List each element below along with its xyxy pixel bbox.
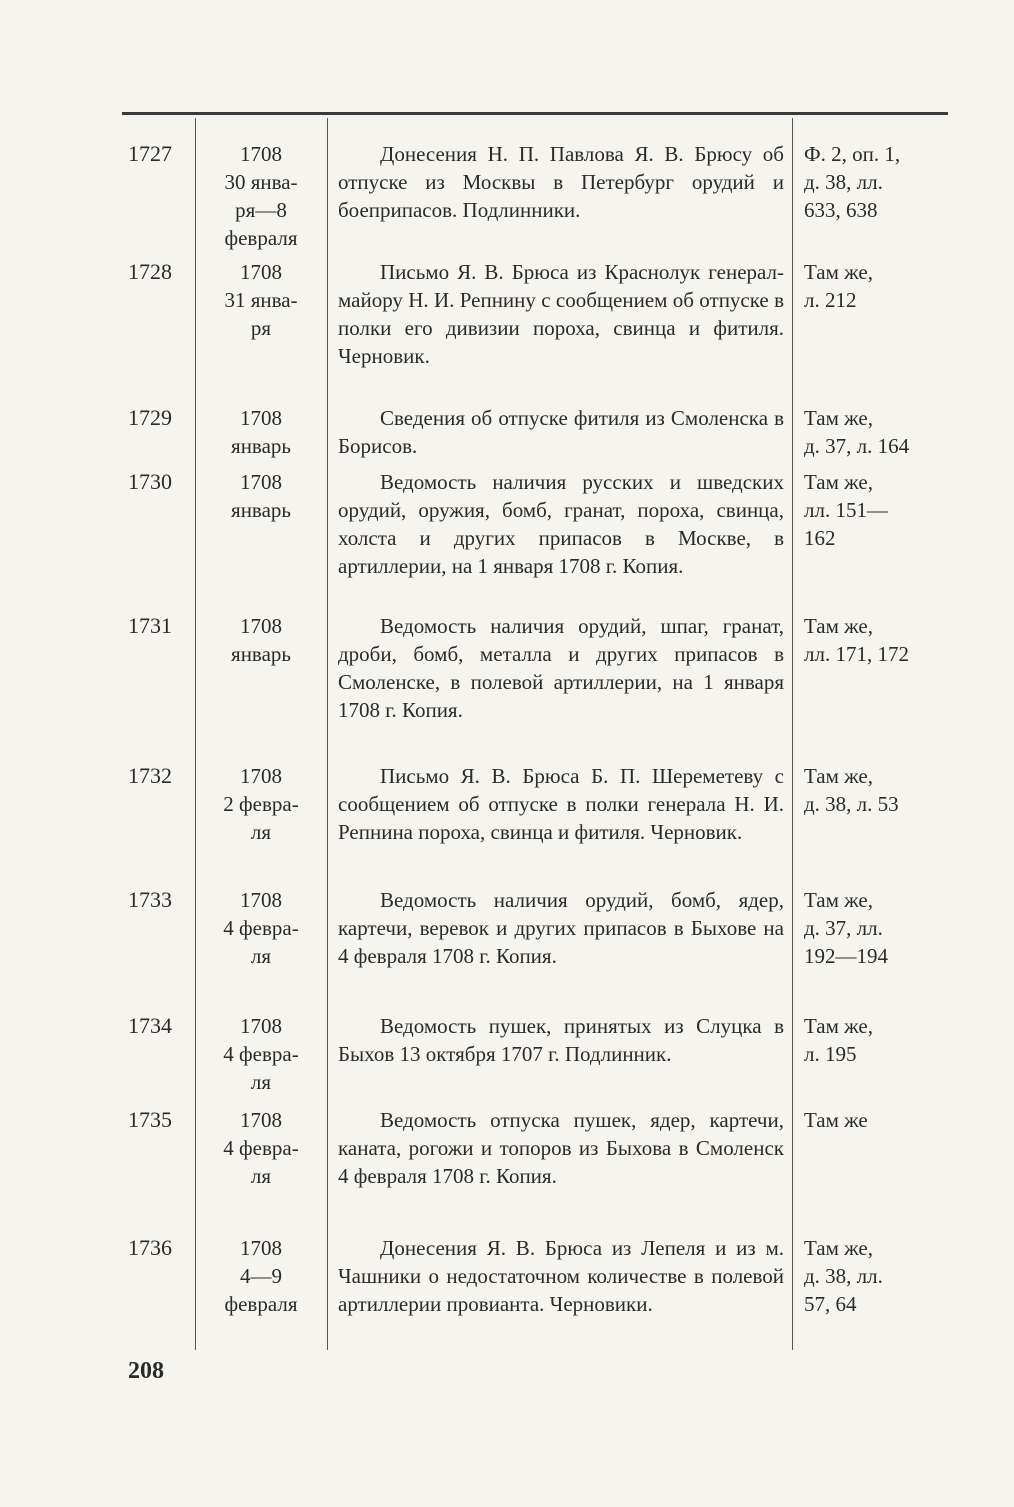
- entry-date: [198, 140, 324, 252]
- entry-archive-ref: [804, 140, 954, 224]
- entry-number: 1728: [128, 259, 172, 284]
- ref-line: л. 195: [804, 1042, 857, 1066]
- date-line: 1708: [240, 1108, 282, 1132]
- entry-archive-ref: [804, 612, 954, 668]
- ref-line: д. 38, л. 53: [804, 792, 899, 816]
- date-line: 31 янва-: [224, 288, 298, 312]
- entry-number: 1735: [128, 1107, 172, 1132]
- ref-line: Там же,: [804, 764, 873, 788]
- date-line: 4 февра-: [223, 916, 299, 940]
- entry-archive-ref: [804, 1012, 954, 1068]
- date-line: 1708: [240, 406, 282, 430]
- entry-archive-ref: [804, 762, 954, 818]
- entry-archive-ref: [804, 404, 954, 460]
- entry-archive-ref: [804, 258, 954, 314]
- entry-number: 1734: [128, 1013, 172, 1038]
- date-line: январь: [231, 498, 291, 522]
- date-line: февраля: [224, 226, 298, 250]
- entry-date: [198, 1106, 324, 1190]
- ref-line: д. 38, лл.: [804, 170, 883, 194]
- date-line: январь: [231, 642, 291, 666]
- ref-line: 57, 64: [804, 1292, 857, 1316]
- entry-description: Сведения об отпуске фитиля из Смоленска в Борисов.: [338, 406, 784, 458]
- entry-date: [198, 886, 324, 970]
- entry-number: 1733: [128, 887, 172, 912]
- date-line: 1708: [240, 260, 282, 284]
- date-line: 1708: [240, 142, 282, 166]
- date-line: 4—9: [240, 1264, 282, 1288]
- ref-line: л. 212: [804, 288, 857, 312]
- entry-number: 1731: [128, 613, 172, 638]
- entry-number: 1732: [128, 763, 172, 788]
- page-number: 208: [128, 1358, 164, 1384]
- entry-date: [198, 404, 324, 460]
- ref-line: Там же,: [804, 888, 873, 912]
- entry-number: 1730: [128, 469, 172, 494]
- entry-date: [198, 1012, 324, 1096]
- date-line: ля: [250, 944, 272, 968]
- date-line: 1708: [240, 470, 282, 494]
- date-line: ля: [250, 820, 272, 844]
- date-line: 1708: [240, 614, 282, 638]
- entry-description: Ведомость отпуска пушек, ядер, картечи, каната, рогожи и топоров из Быхова в Смоленск 4 февраля 1708 г. Копия.: [338, 1108, 784, 1188]
- date-line: 1708: [240, 1236, 282, 1260]
- entry-number: 1727: [128, 141, 172, 166]
- date-line: 30 янва-: [224, 170, 298, 194]
- ref-line: Там же: [804, 1108, 868, 1132]
- entry-date: [198, 258, 324, 342]
- ref-line: Там же,: [804, 1236, 873, 1260]
- date-line: ря: [250, 316, 272, 340]
- top-rule: [122, 112, 948, 115]
- date-line: ря—8: [235, 198, 287, 222]
- date-line: 2 февра-: [223, 792, 299, 816]
- date-line: январь: [231, 434, 291, 458]
- entry-description: Ведомость наличия русских и шведских орудий, оружия, бомб, гранат, пороха, свинца, холста и других припасов в Москве, в артиллерии, на 1 января 1708 г. Копия.: [338, 470, 784, 578]
- ref-line: лл. 171, 172: [804, 642, 909, 666]
- entry-description: Ведомость пушек, принятых из Слуцка в Быхов 13 октября 1707 г. Подлинник.: [338, 1014, 784, 1066]
- ref-line: Там же,: [804, 406, 873, 430]
- ref-line: Там же,: [804, 260, 873, 284]
- date-line: 1708: [240, 764, 282, 788]
- ref-line: д. 37, лл.: [804, 916, 883, 940]
- date-line: 4 февра-: [223, 1042, 299, 1066]
- column-divider-3: [792, 118, 793, 1350]
- entry-archive-ref: [804, 468, 954, 552]
- ref-line: Ф. 2, оп. 1,: [804, 142, 901, 166]
- column-divider-2: [327, 118, 328, 1350]
- ref-line: 192—194: [804, 944, 888, 968]
- entry-date: [198, 1234, 324, 1318]
- entry-date: [198, 468, 324, 524]
- entry-description: Донесения Я. В. Брюса из Лепеля и из м. Чашники о недостаточном количестве в полевой артиллерии провианта. Черновики.: [338, 1236, 784, 1316]
- entry-number: 1729: [128, 405, 172, 430]
- entry-description: Донесения Н. П. Павлова Я. В. Брюсу об отпуске из Москвы в Петербург орудий и боеприпасов. Подлинники.: [338, 142, 784, 222]
- entry-date: [198, 612, 324, 668]
- column-divider-1: [195, 118, 196, 1350]
- entry-description: Ведомость наличия орудий, шпаг, гранат, дроби, бомб, металла и других припасов в Смоленске, в полевой артиллерии, на 1 января 1708 г. Копия.: [338, 614, 784, 722]
- date-line: ля: [250, 1164, 272, 1188]
- entry-archive-ref: [804, 886, 954, 970]
- date-line: ля: [250, 1070, 272, 1094]
- date-line: 1708: [240, 888, 282, 912]
- entry-number: 1736: [128, 1235, 172, 1260]
- ref-line: Там же,: [804, 1014, 873, 1038]
- ref-line: Там же,: [804, 470, 873, 494]
- entry-description: Ведомость наличия орудий, бомб, ядер, картечи, веревок и других припасов в Быхове на 4 февраля 1708 г. Копия.: [338, 888, 784, 968]
- ref-line: д. 38, лл.: [804, 1264, 883, 1288]
- date-line: 4 февра-: [223, 1136, 299, 1160]
- ref-line: Там же,: [804, 614, 873, 638]
- ref-line: лл. 151—: [804, 498, 888, 522]
- ref-line: д. 37, л. 164: [804, 434, 910, 458]
- date-line: 1708: [240, 1014, 282, 1038]
- entry-description: Письмо Я. В. Брюса из Краснолук генерал-майору Н. И. Репнину с сообщением об отпуске в полки его дивизии пороха, свинца и фитиля. Черновик.: [338, 260, 784, 368]
- entry-archive-ref: [804, 1234, 954, 1318]
- entry-date: [198, 762, 324, 846]
- ref-line: 633, 638: [804, 198, 878, 222]
- entry-archive-ref: [804, 1106, 954, 1134]
- ref-line: 162: [804, 526, 836, 550]
- entry-description: Письмо Я. В. Брюса Б. П. Шереметеву с сообщением об отпуске в полки генерала Н. И. Репнина пороха, свинца и фитиля. Черновик.: [338, 764, 784, 844]
- date-line: февраля: [224, 1292, 298, 1316]
